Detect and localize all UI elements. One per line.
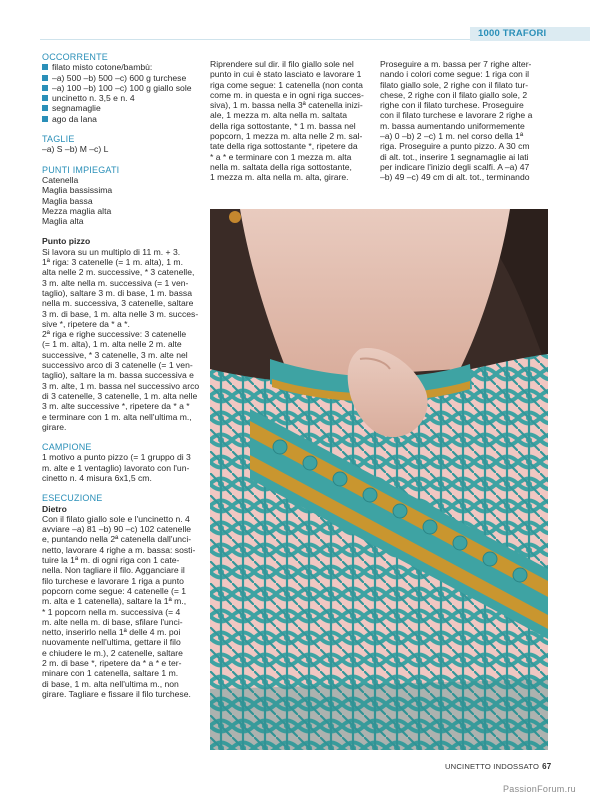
text-line: girare. [42,421,67,432]
column-1 [42,52,202,699]
page-number: 67 [542,762,552,771]
square-bullet-icon [42,64,48,70]
text-line: netto, inserirlo nella 1ª delle 4 m. poi [42,627,181,638]
text-line: riga. Proseguire a punto pizzo. A 30 cm [380,141,530,152]
text-line: di base, 1 m. alta nell'ultima m., non [42,678,179,689]
text-line: 3 m. alte, 1 m. bassa nel successivo arco [42,380,200,391]
running-header: 1000 TRAFORI [478,28,547,39]
text-line: taglio), saltare la m. bassa successiva e [42,370,194,381]
text-line: alta nelle 2 m. successive, * 3 catenelle, [42,267,195,278]
text-line: sive *, ripetere da * a *. [42,318,130,329]
text-line: 2ª riga e righe successive: 3 catenelle [42,329,187,340]
text-line: filo turchese e lavorare 1 riga a punto [42,575,184,586]
pizzo-title: Punto pizzo [42,236,91,247]
sweater-photo [210,209,548,750]
square-bullet-icon [42,75,48,81]
text-line: m. alta e 1 catenella), saltare la 1ª m., [42,596,187,607]
text-line: 3 m. alte nella m. successiva (= 1 ven- [42,277,189,288]
dietro-text [42,514,202,699]
text-line: Riprendere sul dir. il filo giallo sole nel [210,59,354,69]
text-line: Con il filato giallo sole e l'uncinetto n. 4 [42,513,190,524]
list-item [42,93,202,103]
text-line: nuovamente nell'ultima, gettare il filo [42,637,181,648]
text-line: per indicare l'inizio degli scalfi. A –a) 47 [380,161,530,172]
magazine-name: UNCINETTO INDOSSATO [445,762,540,771]
list-item: Catenella [42,174,79,185]
text-line: 3 m. di base, 1 m. alta nelle 3 m. succes- [42,308,199,319]
text-line: popcorn come segue: 4 catenelle (= 1 [42,585,187,596]
text-line: (= 1 m. alta), 1 m. alta nelle 2 m. alte [42,339,182,350]
text-line: tate della riga sottostante *, ripetere da [210,141,358,152]
section-occorrente: OCCORRENTE [42,52,109,62]
text-line: siva), 1 m. bassa nella 3ª catenella inizi- [210,100,363,111]
list-item [42,83,202,93]
list-item [42,114,202,124]
dietro-title: Dietro [42,503,67,514]
list-item-text: uncinetto n. 3,5 e n. 4 [52,93,135,104]
text-line: 3 m. alte successive *, ripetere da * a * [42,401,190,412]
text-line: tuire la 1ª m. di ogni riga con 1 cate- [42,555,180,566]
text-line: taglio), saltare 3 m. di base, 1 m. bassa [42,287,192,298]
text-line: m. bassa aumentando uniformemente [380,120,525,131]
square-bullet-icon [42,85,48,91]
text-line: –a) 0 –b) 2 –c) 1 m. nel corso della 1ª [380,131,524,142]
text-line: Si lavora su un multiplo di 11 m. + 3. [42,246,181,257]
list-item: Maglia alta [42,216,84,227]
text-line: e, puntando nella 2ª catenella dall'unci- [42,534,192,545]
list-item: Mezza maglia alta [42,205,112,216]
text-line: avviare –a) 81 –b) 90 –c) 102 catenelle [42,524,192,535]
text-line: m. alte nella m. di base, sfilare l'unci- [42,616,183,627]
text-line: 1ª riga: 3 catenelle (= 1 m. alta), 1 m. [42,257,183,268]
list-item [42,103,202,113]
column-3 [380,59,548,183]
list-item-text: ago da lana [52,113,97,124]
text-line: nella m. saltata della riga sottostante, [210,161,352,172]
list-item: Maglia bassissima [42,185,113,196]
list-item [42,73,202,83]
text-line: popcorn, 1 mezza m. alta nelle 2 m. sal- [210,131,363,142]
list-item-text: filato misto cotone/bambù: [52,62,153,73]
punti-list [42,175,202,226]
text-line: girare. Tagliare e fissare il filo turchese. [42,688,191,699]
section-campione: CAMPIONE [42,442,92,453]
text-line: e terminare con 1 m. alta nell'ultima m., [42,411,192,422]
pizzo-text [42,247,202,432]
text-line: righe con il filato turchese. Proseguire [380,100,524,111]
text-line: della riga sottostante, * 1 m. bassa nel [210,120,356,131]
text-line: Proseguire a m. bassa per 7 righe alter- [380,59,532,69]
text-line: nella. Non tagliare il filo. Agganciare il [42,565,185,576]
text-line: netto, lavorare 4 righe a m. bassa: sosti- [42,544,196,555]
square-bullet-icon [42,95,48,101]
occorrente-list [42,62,202,124]
text-line: m. alte e 1 ventaglio) lavorato con l'un- [42,462,190,473]
text-line: e chiudere le m.), 2 catenelle, saltare [42,647,183,658]
section-taglie: TAGLIE [42,134,75,145]
text-line: 1 mezza m. alta nella m. alta, girare. [210,172,349,183]
text-line: nando i colori come segue: 1 riga con il [380,69,530,80]
list-item-text: segnamaglie [52,103,101,114]
campione-text [42,452,202,483]
page-footer [445,762,551,771]
text-line: 2 m. di base *, ripetere da * a * e ter- [42,658,182,669]
list-item [42,62,202,72]
square-bullet-icon [42,105,48,111]
column-2 [210,59,370,183]
section-punti: PUNTI IMPIEGATI [42,164,120,175]
text-line: * a * e terminare con 1 mezza m. alta [210,151,352,162]
list-item: Maglia bassa [42,195,93,206]
text-line: nella m. successiva, 3 catenelle, saltare [42,298,194,309]
text-line: come m. in questa e in ogni riga succes- [210,89,364,100]
text-line: ale, 1 mezza m. alta nella m. saltata [210,110,348,121]
text-line: minare con 1 catenella, saltare 1 m. [42,668,179,679]
text-line: filato giallo sole, 2 righe con il filato tur- [380,79,529,90]
text-line: * 1 popcorn nella m. successiva (= 4 [42,606,181,617]
text-line: successivo arco di 3 catenelle (= 1 ven- [42,360,193,371]
text-line: 1 motivo a punto pizzo (= 1 gruppo di 3 [42,452,191,463]
text-line: cinetto n. 4 misura 6x1,5 cm. [42,472,152,483]
watermark: PassionForum.ru [502,784,576,794]
text-line: successive, * 3 catenelle, 3 m. alte nel [42,349,188,360]
section-esecuzione: ESECUZIONE [42,493,103,504]
text-line: chese, 2 righe con il filato giallo sole, 2 [380,89,528,100]
text-line: punto in cui è stato lasciato e lavorare 1 [210,69,362,80]
square-bullet-icon [42,116,48,122]
text-line: di alt. tot., inserire 1 segnamaglie ai lati [380,151,529,162]
taglie-text: –a) S –b) M –c) L [42,144,109,155]
list-item-text: –a) 100 –b) 100 –c) 100 g giallo sole [52,82,192,93]
text-line: di 3 catenelle, 3 catenelle, 1 m. alta nelle [42,390,198,401]
text-line: –b) 49 –c) 49 cm di alt. tot., terminando [380,172,530,183]
text-line: con il filato turchese e lavorare 2 righe a [380,110,533,121]
list-item-text: –a) 500 –b) 500 –c) 600 g turchese [52,72,187,83]
text-line: riga come segue: 1 catenella (non conta [210,79,363,90]
